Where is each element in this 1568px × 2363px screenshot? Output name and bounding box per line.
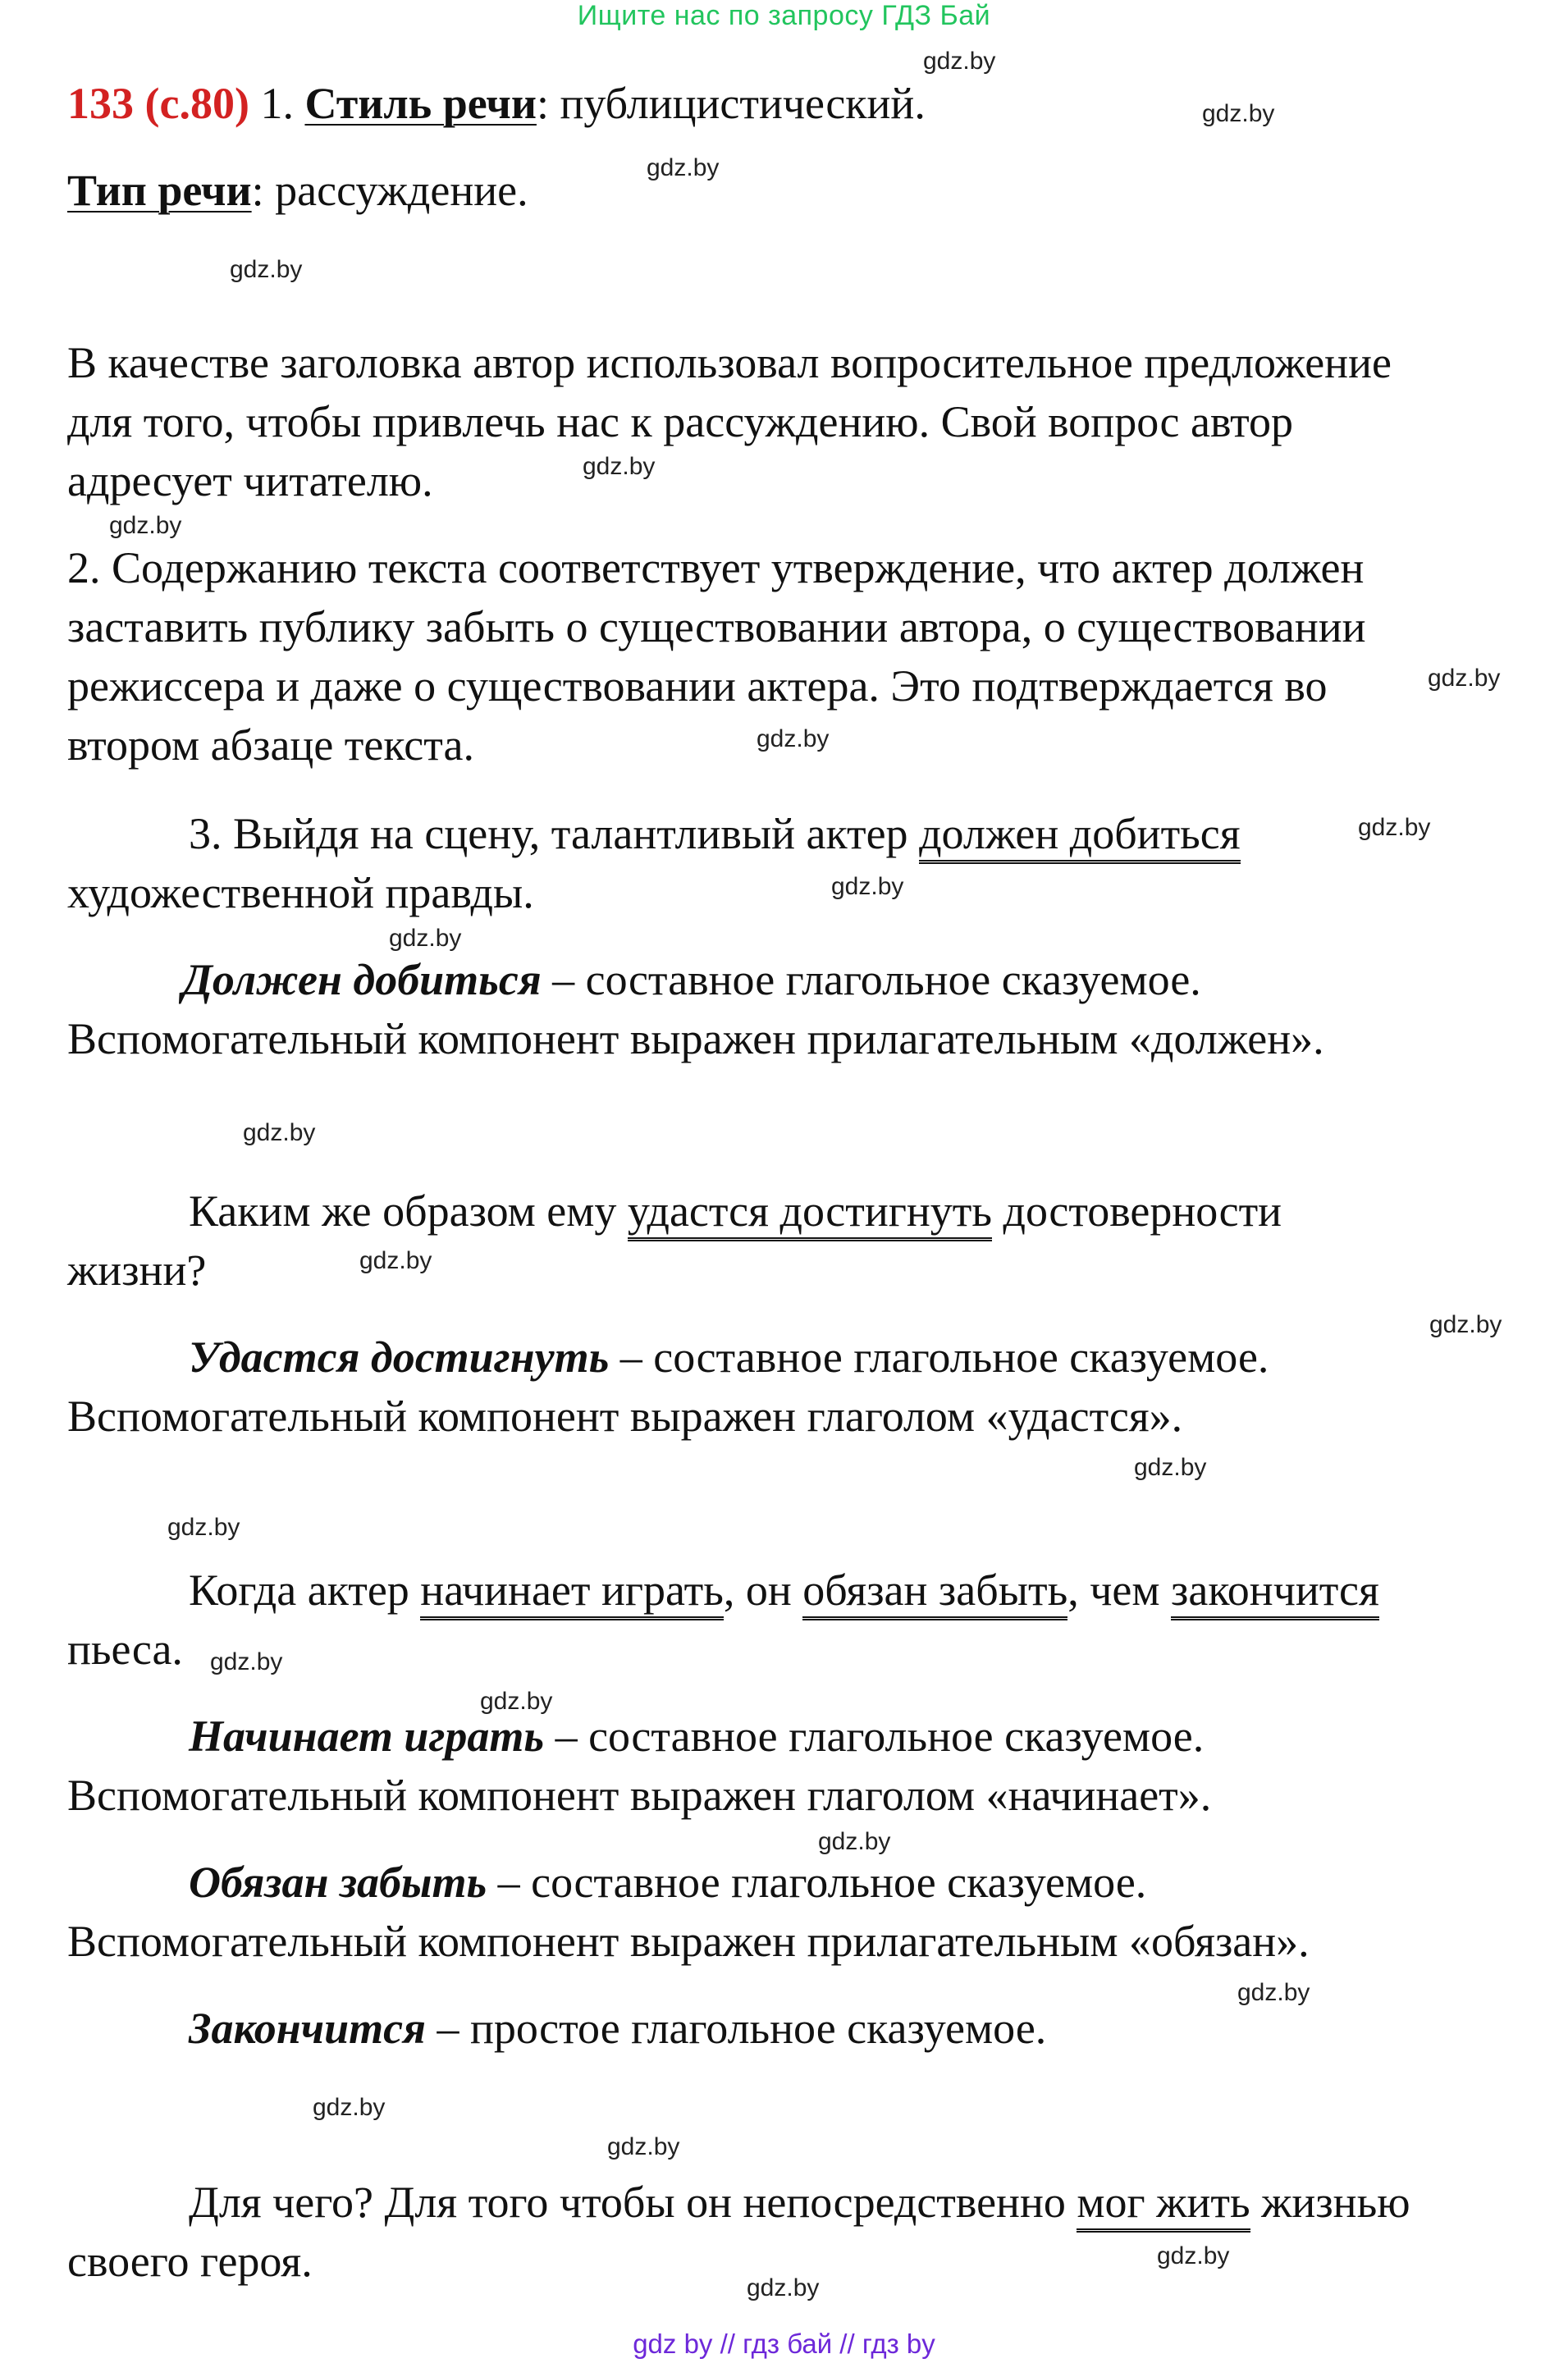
watermark: gdz.by bbox=[583, 453, 656, 480]
watermark: gdz.by bbox=[359, 1247, 432, 1274]
analysis-line: Должен добиться – составное глагольное сказуемое. bbox=[182, 955, 1201, 1004]
exercise-header bbox=[67, 74, 926, 133]
paragraph-line: режиссера и даже о существовании актера. Это подтверждается во bbox=[67, 661, 1328, 711]
watermark: gdz.by bbox=[389, 925, 462, 952]
analysis-line: Вспомогательный компонент выражен глаголом «начинает». bbox=[67, 1771, 1212, 1820]
type-value: : рассуждение. bbox=[251, 166, 528, 215]
analysis-line: Начинает играть – составное глагольное сказуемое. bbox=[189, 1712, 1205, 1761]
sentence-line: пьеса. bbox=[67, 1625, 183, 1674]
sentence-line: Когда актер начинает играть, он обязан забыть, чем закончится bbox=[189, 1561, 1379, 1620]
watermark: gdz.by bbox=[818, 1828, 891, 1855]
predicate-term: Удастся достигнуть bbox=[189, 1332, 610, 1382]
sentence-line: 3. Выйдя на сцену, талантливый актер должен добиться bbox=[189, 804, 1241, 863]
predicate: мог жить bbox=[1077, 2178, 1250, 2233]
watermark: gdz.by bbox=[167, 1514, 240, 1541]
style-label: Стиль речи bbox=[304, 79, 537, 128]
item-number: 1. bbox=[249, 79, 305, 128]
type-label: Тип речи bbox=[67, 166, 252, 215]
watermark: gdz.by bbox=[1134, 1454, 1207, 1481]
paragraph-line: 2. Содержанию текста соответствует утверждение, что актер должен bbox=[67, 543, 1365, 592]
watermark: gdz.by bbox=[1358, 814, 1431, 841]
paragraph-line: заставить публику забыть о существовании автора, о существовании bbox=[67, 602, 1366, 651]
predicate-term: Обязан забыть bbox=[189, 1858, 487, 1907]
predicate: обязан забыть bbox=[802, 1565, 1067, 1620]
watermark: gdz.by bbox=[757, 725, 830, 752]
watermark: gdz.by bbox=[210, 1648, 283, 1675]
watermark: gdz.by bbox=[1429, 1311, 1502, 1338]
watermark: gdz.by bbox=[747, 2274, 820, 2301]
watermark: gdz.by bbox=[647, 154, 720, 181]
paragraph-line: адресует читателю. bbox=[67, 456, 433, 505]
paragraph-line: В качестве заголовка автор использовал вопросительное предложение bbox=[67, 338, 1392, 387]
watermark: gdz.by bbox=[480, 1688, 553, 1715]
predicate-term: Начинает играть bbox=[189, 1712, 545, 1761]
style-value: : публицистический. bbox=[536, 79, 926, 128]
sentence-line: своего героя. bbox=[67, 2237, 313, 2286]
analysis-line: Удастся достигнуть – составное глагольное сказуемое. bbox=[189, 1332, 1269, 1382]
sentence-line: Каким же образом ему удастся достигнуть достоверности bbox=[189, 1182, 1282, 1241]
predicate: удастся достигнуть bbox=[628, 1186, 992, 1241]
type-line bbox=[67, 161, 528, 220]
predicate-term: Должен добиться bbox=[182, 955, 542, 1004]
sentence-line: Для чего? Для того чтобы он непосредственно мог жить жизнью bbox=[189, 2173, 1410, 2232]
watermark: gdz.by bbox=[831, 873, 904, 900]
predicate: закончится bbox=[1171, 1565, 1379, 1620]
paragraph-line: для того, чтобы привлечь нас к рассуждению. Свой вопрос автор bbox=[67, 397, 1294, 446]
watermark: gdz.by bbox=[230, 256, 303, 283]
watermark: gdz.by bbox=[1157, 2242, 1230, 2269]
analysis-line: Обязан забыть – составное глагольное сказуемое. bbox=[189, 1858, 1147, 1907]
watermark: gdz.by bbox=[1237, 1979, 1310, 2006]
predicate-term: Закончится bbox=[189, 2004, 426, 2053]
predicate: должен добиться bbox=[919, 809, 1241, 864]
sentence-line: художественной правды. bbox=[67, 868, 534, 917]
analysis-line: Вспомогательный компонент выражен глаголом «удастся». bbox=[67, 1392, 1183, 1441]
watermark: gdz.by bbox=[243, 1119, 316, 1146]
watermark: gdz.by bbox=[109, 512, 182, 539]
watermark: gdz.by bbox=[923, 48, 996, 75]
footer-links[interactable]: gdz by // гдз бай // гдз by bbox=[633, 2329, 935, 2359]
analysis-line: Вспомогательный компонент выражен прилагательным «должен». bbox=[67, 1014, 1324, 1063]
predicate: начинает играть bbox=[420, 1565, 724, 1620]
analysis-line: Закончится – простое глагольное сказуемое. bbox=[189, 2004, 1047, 2053]
watermark: gdz.by bbox=[1428, 665, 1501, 692]
exercise-number: 133 (с.80) bbox=[67, 79, 249, 128]
search-banner[interactable]: Ищите нас по запросу ГДЗ Бай bbox=[577, 0, 991, 31]
paragraph-line: втором абзаце текста. bbox=[67, 720, 474, 770]
watermark: gdz.by bbox=[607, 2133, 680, 2160]
sentence-line: жизни? bbox=[67, 1245, 207, 1295]
analysis-line: Вспомогательный компонент выражен прилагательным «обязан». bbox=[67, 1917, 1310, 1966]
watermark: gdz.by bbox=[1202, 100, 1275, 127]
watermark: gdz.by bbox=[313, 2094, 386, 2121]
